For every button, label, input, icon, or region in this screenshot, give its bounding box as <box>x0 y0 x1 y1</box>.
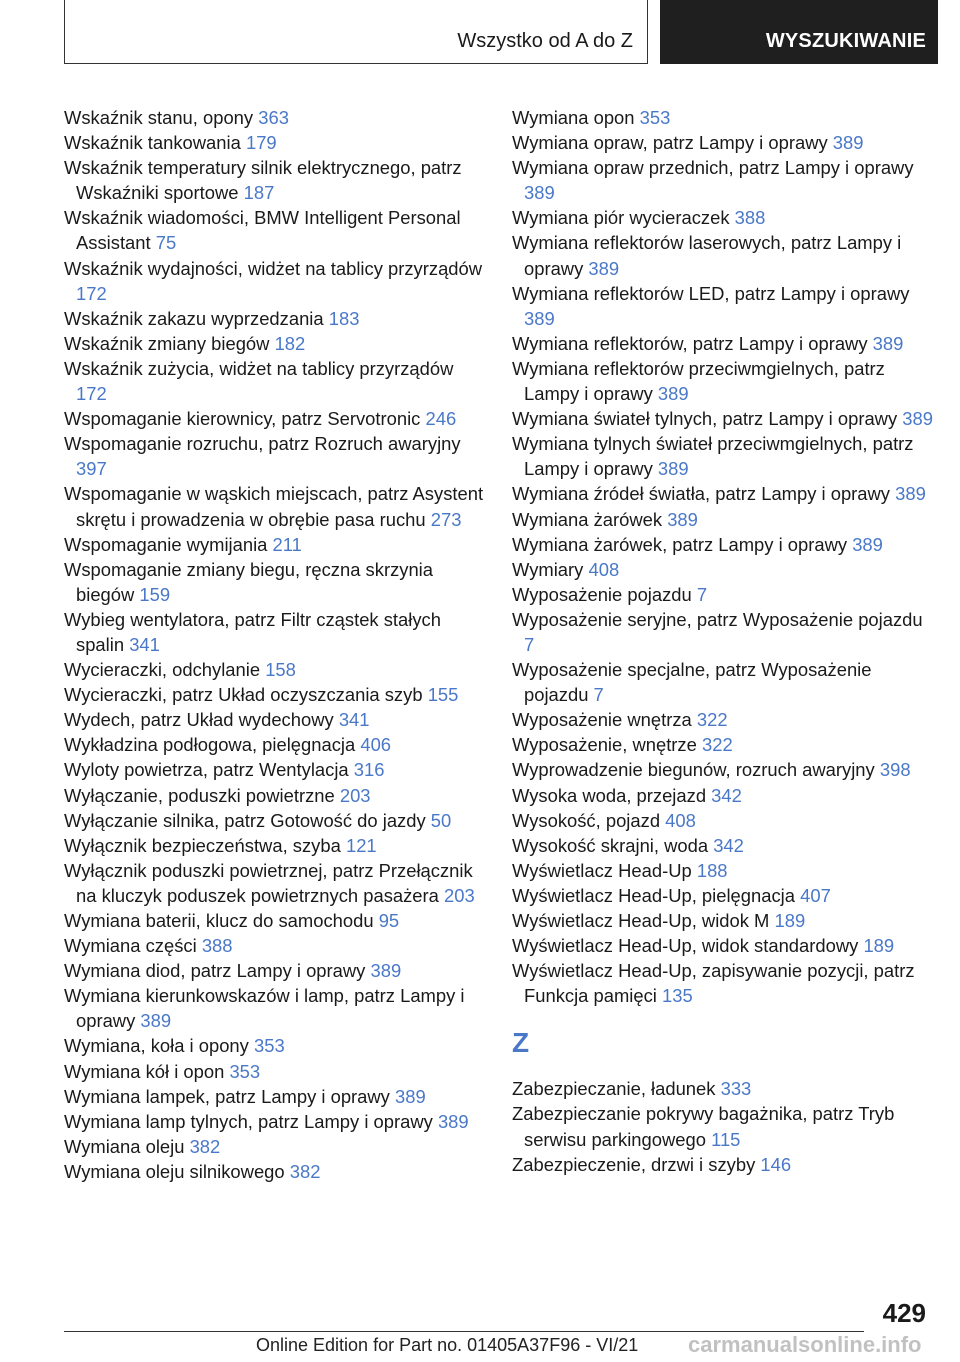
index-entry-text: Wskaźnik tankowania <box>64 132 241 154</box>
index-entry <box>512 858 937 883</box>
index-entry <box>512 732 937 757</box>
page-number: 429 <box>882 1298 926 1328</box>
index-entry-text: Wyposażenie pojazdu <box>512 583 692 605</box>
index-page-link[interactable]: 389 <box>657 383 689 405</box>
index-entry <box>512 783 937 808</box>
index-entry <box>64 1084 484 1109</box>
index-entry <box>64 858 484 908</box>
index-page-link[interactable]: 388 <box>201 935 233 957</box>
index-page-link[interactable]: 389 <box>872 332 904 354</box>
index-page-link[interactable]: 7 <box>696 583 708 605</box>
index-entry <box>64 983 484 1033</box>
index-entry-text: Wymiana kierunkowskazów i lamp, patrz Lampy i oprawy <box>64 985 465 1032</box>
index-entry <box>64 256 484 306</box>
index-entry-text: Wyposażenie, wnętrze <box>512 734 697 756</box>
index-entry-text: Wymiana diod, patrz Lampy i oprawy <box>64 960 366 982</box>
index-page-link[interactable]: 389 <box>852 533 883 555</box>
index-page-link[interactable]: 146 <box>760 1153 792 1175</box>
index-page-link[interactable]: 389 <box>895 483 926 505</box>
index-entry <box>64 732 484 757</box>
index-page-link[interactable]: 388 <box>734 207 766 229</box>
index-entry-text: Wycieraczki, odchylanie <box>64 659 261 681</box>
index-entry <box>512 1101 937 1151</box>
index-entry-text: Wymiana oleju silnikowego <box>64 1160 285 1182</box>
index-entry-text: Wyłączanie silnika, patrz Gotowość do jazdy <box>64 809 426 831</box>
index-entry-text: Wymiana źródeł światła, patrz Lampy i oprawy <box>512 483 891 505</box>
index-entry-text: Wyświetlacz Head-Up, widok M <box>512 910 770 931</box>
index-page-link[interactable]: 407 <box>800 884 831 906</box>
index-entry <box>64 933 484 958</box>
index-entry <box>64 958 484 983</box>
index-entry <box>512 532 937 557</box>
index-page-link[interactable]: 389 <box>370 960 402 982</box>
index-entry-text: Wymiana, koła i opony <box>64 1035 249 1057</box>
index-entry <box>64 607 484 657</box>
index-entry <box>64 783 484 808</box>
index-entry-text: Wyświetlacz Head-Up <box>512 859 692 881</box>
index-page-link[interactable]: 211 <box>272 533 302 555</box>
index-entry-text: Wskaźnik wiadomości, BMW Intelligent Personal Assistant <box>64 207 461 254</box>
index-page-link[interactable]: 353 <box>229 1060 261 1082</box>
index-page-link[interactable]: 353 <box>253 1035 285 1057</box>
index-page-link[interactable]: 353 <box>639 107 671 128</box>
index-entry-text: Wspomaganie rozruchu, patrz Rozruch awaryjny <box>64 433 461 455</box>
index-entry <box>512 105 937 130</box>
index-entry <box>512 507 937 532</box>
search-tab-label: WYSZUKIWANIE <box>765 30 926 52</box>
index-entry <box>64 682 484 707</box>
index-entry-text: Zabezpieczanie pokrywy bagażnika, patrz Tryb serwisu parkingowego <box>512 1103 895 1150</box>
index-entry <box>64 1059 484 1084</box>
index-page-link[interactable]: 273 <box>430 508 462 530</box>
index-entry-text: Wyświetlacz Head-Up, zapisywanie pozycji, patrz Funkcja pamięci <box>512 960 915 1007</box>
header-section-box <box>64 0 648 64</box>
index-entry <box>512 607 937 657</box>
index-page-link[interactable]: 182 <box>274 332 306 354</box>
index-entry <box>512 908 937 933</box>
header-section-title: Wszystko od A do Z <box>457 30 633 52</box>
index-page-link[interactable]: 246 <box>425 408 457 430</box>
index-entry <box>512 205 937 230</box>
index-page-link[interactable]: 159 <box>139 583 171 605</box>
index-entry-text: Wskaźnik zużycia, widżet na tablicy przyrządów <box>64 357 454 379</box>
index-entry-text: Wymiana lampek, patrz Lampy i oprawy <box>64 1085 390 1107</box>
index-page-link[interactable]: 322 <box>701 734 733 756</box>
index-entry-text: Zabezpieczenie, drzwi i szyby <box>512 1153 756 1175</box>
watermark: carmanualsonline.info <box>688 1332 922 1357</box>
index-entry-text: Wyprowadzenie biegunów, rozruch awaryjny <box>512 759 875 781</box>
index-entry <box>512 281 937 331</box>
index-entry-text: Wyświetlacz Head-Up, widok standardowy <box>512 935 859 957</box>
index-entry-text: Wymiana opraw przednich, patrz Lampy i oprawy <box>512 157 914 179</box>
index-entry-text: Wspomaganie zmiany biegu, ręczna skrzynia biegów <box>64 558 433 605</box>
index-page-link[interactable]: 189 <box>863 935 895 957</box>
index-entry-text: Wyposażenie specjalne, patrz Wyposażenie pojazdu <box>512 659 872 706</box>
index-entry <box>64 306 484 331</box>
index-page-link[interactable]: 115 <box>711 1128 741 1150</box>
index-page-link[interactable]: 363 <box>258 107 289 128</box>
index-page-link[interactable]: 406 <box>360 734 392 756</box>
index-entry-text: Wysokość skrajni, woda <box>512 834 709 856</box>
index-page-link[interactable]: 389 <box>395 1085 426 1107</box>
index-page-link[interactable]: 75 <box>155 232 177 254</box>
index-entry <box>64 833 484 858</box>
index-entry <box>64 130 484 155</box>
index-page-link[interactable]: 389 <box>437 1110 469 1132</box>
index-page-link[interactable]: 382 <box>289 1160 321 1182</box>
index-entry-text: Zabezpieczanie, ładunek <box>512 1078 716 1100</box>
index-entry <box>512 808 937 833</box>
index-page-link[interactable]: 389 <box>902 408 933 430</box>
index-column-right <box>512 105 937 1177</box>
index-page-link[interactable]: 187 <box>243 182 275 204</box>
index-entry-text: Wysoka woda, przejazd <box>512 784 707 806</box>
index-entry <box>64 481 484 531</box>
index-entry-text: Wymiana reflektorów LED, patrz Lampy i oprawy <box>512 282 910 304</box>
index-entry <box>512 582 937 607</box>
index-entry <box>512 1076 937 1101</box>
index-entry-text: Wymiana kół i opon <box>64 1060 225 1082</box>
index-entry <box>512 933 937 958</box>
index-entry-text: Wymiana świateł tylnych, patrz Lampy i oprawy <box>512 408 898 430</box>
index-page-link[interactable]: 316 <box>353 759 385 781</box>
index-entry <box>64 1109 484 1134</box>
search-tab[interactable] <box>660 0 938 64</box>
index-entry-text: Wymiana żarówek <box>512 508 663 530</box>
index-entry-text: Wyposażenie seryjne, patrz Wyposażenie pojazdu <box>512 608 923 630</box>
index-entry <box>64 1134 484 1159</box>
index-entry-text: Wskaźnik temperatury silnik elektrycznego, patrz Wskaźniki sportowe <box>64 157 462 204</box>
index-entry <box>64 808 484 833</box>
index-page-link[interactable]: 95 <box>378 910 400 931</box>
index-page-link[interactable]: 155 <box>427 684 459 706</box>
index-entry-text: Wysokość, pojazd <box>512 809 661 831</box>
index-entry <box>512 130 937 155</box>
index-entry-text: Wymiana opon <box>512 107 635 128</box>
index-page-link[interactable]: 398 <box>879 759 911 781</box>
index-entry-text: Wymiana lamp tylnych, patrz Lampy i oprawy <box>64 1110 433 1132</box>
index-page-link[interactable]: 382 <box>189 1135 221 1157</box>
index-entry-text: Wyłącznik poduszki powietrznej, patrz Przełącznik na kluczyk poduszek powietrznych pasażera <box>64 859 473 906</box>
index-entry <box>64 205 484 255</box>
index-entry <box>512 833 937 858</box>
index-page-link[interactable]: 172 <box>76 282 107 304</box>
index-page-link[interactable]: 188 <box>696 859 728 881</box>
index-entry <box>64 331 484 356</box>
index-entry <box>64 105 484 130</box>
index-page-link[interactable]: 408 <box>588 558 620 580</box>
index-entry-text: Wycieraczki, patrz Układ oczyszczania szyb <box>64 684 423 706</box>
index-entry <box>512 657 937 707</box>
index-page-link[interactable]: 7 <box>524 633 535 655</box>
index-entry <box>64 908 484 933</box>
index-entry <box>64 356 484 406</box>
index-entry <box>64 1033 484 1058</box>
index-entry <box>512 883 937 908</box>
index-page-link[interactable]: 342 <box>713 834 744 856</box>
index-page-link[interactable]: 50 <box>430 809 452 831</box>
index-page-link[interactable]: 158 <box>265 659 296 681</box>
index-entry <box>512 431 937 481</box>
index-entry <box>512 230 937 280</box>
index-entry <box>512 331 937 356</box>
index-entry-text: Wymiana reflektorów, patrz Lampy i oprawy <box>512 332 868 354</box>
index-page-link[interactable]: 203 <box>444 884 475 906</box>
index-entry <box>64 707 484 732</box>
footer-edition: Online Edition for Part no. 01405A37F96 - VI/21 <box>256 1335 639 1355</box>
index-page-link[interactable]: 179 <box>245 132 277 154</box>
index-entry <box>64 557 484 607</box>
index-entry-text: Wyposażenie wnętrza <box>512 709 692 731</box>
index-entry-text: Wspomaganie w wąskich miejscach, patrz Asystent skrętu i prowadzenia w obrębie pasa ruchu <box>64 483 484 530</box>
index-entry-text: Wymiana reflektorów przeciwmgielnych, patrz Lampy i oprawy <box>512 357 885 405</box>
index-entry-text: Wymiana żarówek, patrz Lampy i oprawy <box>512 533 848 555</box>
index-entry <box>64 1159 484 1184</box>
index-page-link[interactable]: 172 <box>76 383 107 405</box>
index-page-link[interactable]: 397 <box>76 458 107 480</box>
index-page-link[interactable]: 341 <box>129 633 160 655</box>
index-entry <box>512 481 937 506</box>
index-entry <box>64 757 484 782</box>
index-page-link[interactable]: 189 <box>774 910 806 931</box>
index-entry-text: Wyloty powietrza, patrz Wentylacja <box>64 759 349 781</box>
index-entry <box>64 406 484 431</box>
index-page-link[interactable]: 389 <box>140 1010 172 1032</box>
index-entry <box>512 958 937 1008</box>
index-page-link[interactable]: 121 <box>345 834 377 856</box>
index-page-link[interactable]: 341 <box>338 709 370 731</box>
index-entry <box>512 155 937 205</box>
index-entry-text: Wskaźnik zmiany biegów <box>64 332 270 354</box>
index-entry-text: Wskaźnik wydajności, widżet na tablicy przyrządów <box>64 257 483 279</box>
index-page-link[interactable]: 408 <box>665 809 696 831</box>
index-entry <box>512 707 937 732</box>
index-entry-text: Wykładzina podłogowa, pielęgnacja <box>64 734 356 756</box>
index-entry-text: Wydech, patrz Układ wydechowy <box>64 709 334 731</box>
index-page-link[interactable]: 389 <box>524 307 555 329</box>
index-page-link[interactable]: 183 <box>328 307 360 329</box>
index-entry <box>512 1152 937 1177</box>
index-entry-text: Wymiana baterii, klucz do samochodu <box>64 910 374 931</box>
index-entry-text: Wymiana opraw, patrz Lampy i oprawy <box>512 132 828 154</box>
index-page-link[interactable]: 389 <box>524 182 555 204</box>
index-page-link[interactable]: 389 <box>588 257 620 279</box>
index-page-link[interactable]: 203 <box>339 784 371 806</box>
index-entry-text: Wymiana tylnych świateł przeciwmgielnych, patrz Lampy i oprawy <box>512 433 914 480</box>
index-entry <box>512 356 937 406</box>
index-entry-text: Wymiana oleju <box>64 1135 185 1157</box>
index-entry-text: Wspomaganie kierownicy, patrz Servotronic <box>64 408 421 430</box>
index-entry <box>64 657 484 682</box>
index-page-link[interactable]: 7 <box>593 684 604 706</box>
index-page-link[interactable]: 389 <box>657 458 689 480</box>
index-entry <box>64 155 484 205</box>
section-letter: Z <box>512 1027 530 1059</box>
index-page-link[interactable]: 389 <box>832 132 864 154</box>
index-page-link[interactable]: 333 <box>720 1078 752 1100</box>
index-entry <box>64 532 484 557</box>
index-entry-text: Wspomaganie wymijania <box>64 533 268 555</box>
index-entry-text: Wskaźnik zakazu wyprzedzania <box>64 307 324 329</box>
index-entry <box>64 431 484 481</box>
index-entry <box>512 557 937 582</box>
index-entry-text: Wyłączanie, poduszki powietrzne <box>64 784 335 806</box>
index-entry-text: Wymiana piór wycieraczek <box>512 207 730 229</box>
index-entry <box>512 757 937 782</box>
index-entry-text: Wskaźnik stanu, opony <box>64 107 254 128</box>
index-column-left <box>64 105 484 1184</box>
index-entry-text: Wymiana reflektorów laserowych, patrz Lampy i oprawy <box>512 232 902 279</box>
index-entry-text: Wybieg wentylatora, patrz Filtr cząstek stałych spalin <box>64 608 441 655</box>
index-page-link[interactable]: 322 <box>696 709 728 731</box>
index-page-link[interactable]: 135 <box>662 985 693 1007</box>
index-entry-text: Wyświetlacz Head-Up, pielęgnacja <box>512 884 795 906</box>
index-page-link[interactable]: 342 <box>711 784 742 806</box>
index-entry-text: Wyłącznik bezpieczeństwa, szyba <box>64 834 341 856</box>
index-page-link[interactable]: 389 <box>667 508 698 530</box>
index-entry-text: Wymiana części <box>64 935 197 957</box>
index-entry <box>512 406 937 431</box>
index-entry-text: Wymiary <box>512 558 584 580</box>
